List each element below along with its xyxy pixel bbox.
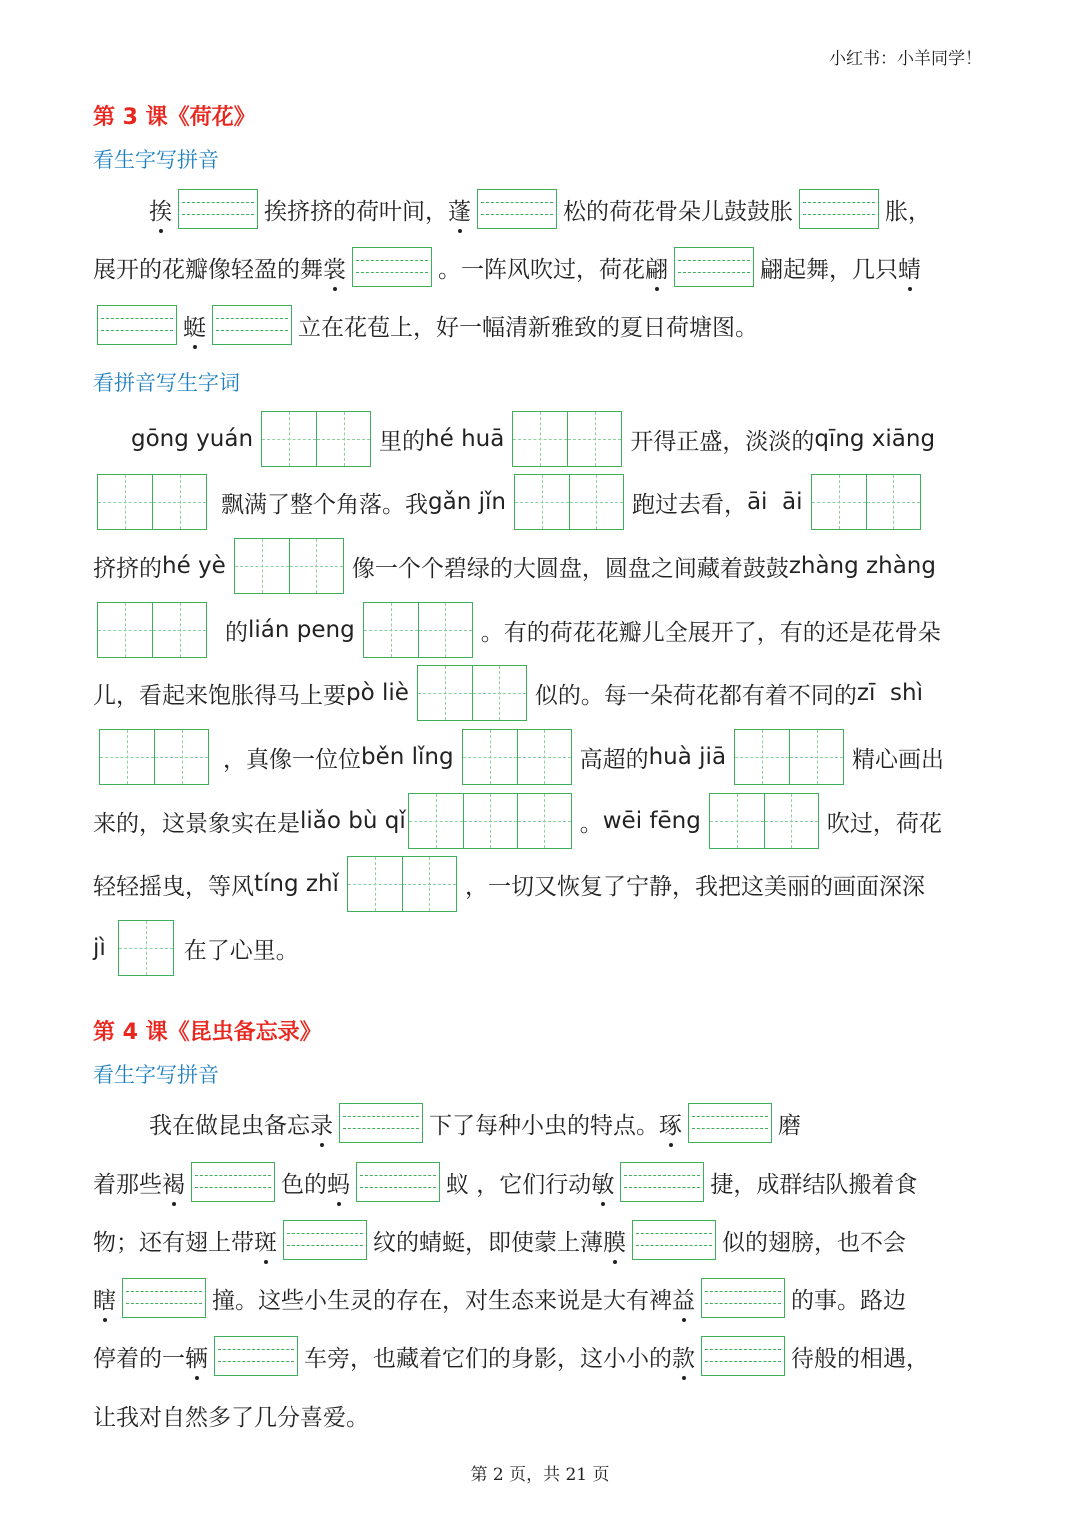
text: 精心画出 xyxy=(852,746,945,773)
char-grid[interactable] xyxy=(97,602,207,658)
target-char: 敏 xyxy=(591,1166,614,1199)
pinyin: huà jiā xyxy=(648,744,727,770)
char-grid[interactable] xyxy=(462,729,572,785)
header-note: 小红书：小羊同学！ xyxy=(829,49,982,69)
text: 让我对自然多了几分喜爱。 xyxy=(93,1404,369,1431)
l4-line-6 xyxy=(93,1393,993,1437)
target-char: 翩 xyxy=(645,251,668,284)
l3-b-line-4 xyxy=(93,598,993,662)
char-grid[interactable] xyxy=(99,729,209,785)
target-char: 蚂 xyxy=(327,1166,350,1199)
lesson-4-title: 第 4 课《昆虫备忘录》 xyxy=(93,1020,322,1045)
text: 里的 xyxy=(379,428,426,455)
pinyin: qīng xiāng xyxy=(814,426,936,452)
text: 下了每种小虫的特点。 xyxy=(429,1112,659,1139)
target-char: 琢 xyxy=(659,1107,682,1140)
text: 开得正盛，淡淡的 xyxy=(630,428,815,455)
text: 纹的蜻蜓，即使蒙上薄 xyxy=(373,1229,603,1256)
lesson-3-section-a: 看生字写拼音 xyxy=(93,148,219,172)
target-char: 裳 xyxy=(323,251,346,284)
target-char: 褐 xyxy=(162,1166,185,1199)
target-char: 瞎 xyxy=(93,1282,116,1315)
pinyin: āi āi xyxy=(746,489,803,515)
lesson-4-section-a: 看生字写拼音 xyxy=(93,1063,219,1087)
text: 。 xyxy=(579,810,603,837)
pinyin-box[interactable] xyxy=(701,1278,785,1318)
pinyin: liǎo bù qǐ xyxy=(300,808,406,834)
text: 我在做昆虫备忘 xyxy=(149,1112,310,1139)
l3-b-line-5 xyxy=(93,661,993,725)
pinyin: zhàng zhàng xyxy=(788,553,936,579)
char-grid[interactable] xyxy=(512,411,622,467)
pinyin: lián peng xyxy=(248,617,355,643)
text: 捷，成群结队搬着食 xyxy=(710,1171,918,1198)
l3-a-line-1 xyxy=(93,187,993,231)
text: 停着的一 xyxy=(93,1345,185,1372)
page-footer: 第 2 页，共 21 页 xyxy=(470,1465,610,1485)
text: 展开的花瓣像轻盈的舞 xyxy=(93,256,323,283)
pinyin-box[interactable] xyxy=(122,1278,206,1318)
pinyin-box[interactable] xyxy=(688,1103,772,1143)
char-grid[interactable] xyxy=(363,602,473,658)
pinyin: pò liè xyxy=(346,680,409,706)
char-grid[interactable] xyxy=(514,474,624,530)
text: 轻轻摇曳，等风 xyxy=(93,873,254,900)
pinyin-box[interactable] xyxy=(799,189,879,229)
target-char: 斑 xyxy=(254,1224,277,1257)
text: 磨 xyxy=(778,1112,801,1139)
text: 挨挤挤的荷叶间， xyxy=(264,198,448,225)
l3-b-line-9 xyxy=(93,916,993,980)
text: 的事。路边 xyxy=(791,1287,906,1314)
text: 松的荷花骨朵儿鼓鼓胀 xyxy=(563,198,793,225)
l4-line-2 xyxy=(93,1160,993,1204)
text: 挤挤的 xyxy=(93,555,162,582)
l3-a-line-3 xyxy=(93,303,993,347)
text: 飘满了整个角落。我 xyxy=(221,491,428,518)
pinyin: jì xyxy=(93,935,106,961)
pinyin-box[interactable] xyxy=(356,1162,440,1202)
pinyin: hé yè xyxy=(162,553,226,579)
pinyin-box[interactable] xyxy=(701,1336,785,1376)
text: ，一切又恢复了宁静，我把这美丽的画面深深 xyxy=(464,873,925,900)
text: 似的翅膀，也不会 xyxy=(722,1229,906,1256)
target-char: 益 xyxy=(672,1282,695,1315)
pinyin: gǎn jǐn xyxy=(428,489,506,515)
l4-line-1 xyxy=(93,1101,993,1145)
text: 的 xyxy=(225,619,248,646)
text: 色的 xyxy=(281,1171,327,1198)
l4-line-3 xyxy=(93,1218,993,1262)
char-grid[interactable] xyxy=(709,793,819,849)
text: 。有的荷花花瓣儿全展开了，有的还是花骨朵 xyxy=(480,619,941,646)
pinyin: běn lǐng xyxy=(361,744,454,770)
l3-b-line-7 xyxy=(93,789,993,853)
text: 着那些 xyxy=(93,1171,162,1198)
pinyin-box[interactable] xyxy=(352,247,432,287)
target-char: 蜻 xyxy=(898,251,921,284)
target-char: 辆 xyxy=(185,1340,208,1373)
target-char: 蜓 xyxy=(183,309,206,342)
target-char: 膜 xyxy=(603,1224,626,1257)
l3-a-line-2 xyxy=(93,245,993,289)
pinyin-box[interactable] xyxy=(283,1220,367,1260)
target-char: 款 xyxy=(672,1340,695,1373)
pinyin-box[interactable] xyxy=(477,189,557,229)
char-grid[interactable] xyxy=(417,665,527,721)
text: 物；还有翅上带 xyxy=(93,1229,254,1256)
pinyin-box[interactable] xyxy=(339,1103,423,1143)
l3-b-line-6 xyxy=(93,725,993,789)
text: 立在花苞上，好一幅清新雅致的夏日荷塘图。 xyxy=(298,314,758,341)
lesson-3-title: 第 3 课《荷花》 xyxy=(93,105,256,130)
pinyin-box[interactable] xyxy=(620,1162,704,1202)
pinyin: wēi fēng xyxy=(602,808,701,834)
l4-line-5 xyxy=(93,1334,993,1378)
l3-b-line-8 xyxy=(93,852,993,916)
char-grid[interactable] xyxy=(347,856,457,912)
pinyin-box[interactable] xyxy=(97,305,177,345)
text: 。一阵风吹过，荷花 xyxy=(438,256,645,283)
text: 似的。每一朵荷花都有着不同的 xyxy=(534,682,857,709)
text: 高超的 xyxy=(579,746,649,773)
target-char: 挨 xyxy=(149,193,172,226)
text: 待般的相遇， xyxy=(791,1345,929,1372)
char-grid[interactable] xyxy=(408,793,572,849)
text: 在了心里。 xyxy=(183,937,299,964)
pinyin-box[interactable] xyxy=(212,305,292,345)
lesson-3-section-b: 看拼音写生字词 xyxy=(93,371,240,395)
text: 撞。这些小生灵的存在，对生态来说是大有裨 xyxy=(212,1287,672,1314)
pinyin-box[interactable] xyxy=(178,189,258,229)
l3-b-line-1 xyxy=(93,407,993,471)
l3-b-line-2 xyxy=(93,470,993,534)
pinyin-box[interactable] xyxy=(632,1220,716,1260)
text: 车旁，也藏着它们的身影，这小小的 xyxy=(304,1345,672,1372)
char-grid[interactable] xyxy=(234,538,344,594)
char-grid[interactable] xyxy=(811,474,921,530)
pinyin: hé huā xyxy=(425,426,505,452)
text: ，真像一位位 xyxy=(223,746,361,773)
pinyin-box[interactable] xyxy=(674,247,754,287)
target-char: 蓬 xyxy=(448,193,471,226)
pinyin: zī shì xyxy=(856,680,923,706)
l3-b-line-3 xyxy=(93,534,993,598)
pinyin-box[interactable] xyxy=(214,1336,298,1376)
text: 像一个个碧绿的大圆盘，圆盘之间藏着鼓鼓 xyxy=(351,555,789,582)
char-grid[interactable] xyxy=(118,920,174,976)
text: 胀， xyxy=(885,198,931,225)
text: 来的，这景象实在是 xyxy=(93,810,300,837)
pinyin-box[interactable] xyxy=(191,1162,275,1202)
text: 吹过，荷花 xyxy=(826,810,942,837)
pinyin: gōng yuán xyxy=(131,426,254,452)
text: 儿，看起来饱胀得马上要 xyxy=(93,682,346,709)
text: 翩起舞，几只 xyxy=(760,256,898,283)
l4-line-4 xyxy=(93,1276,993,1320)
text: 跑过去看， xyxy=(631,491,747,518)
pinyin: tíng zhǐ xyxy=(254,871,339,897)
char-grid[interactable] xyxy=(261,411,371,467)
char-grid[interactable] xyxy=(734,729,844,785)
char-grid[interactable] xyxy=(97,474,207,530)
text: 蚁 ，它们行动 xyxy=(446,1171,592,1198)
target-char: 录 xyxy=(310,1107,333,1140)
